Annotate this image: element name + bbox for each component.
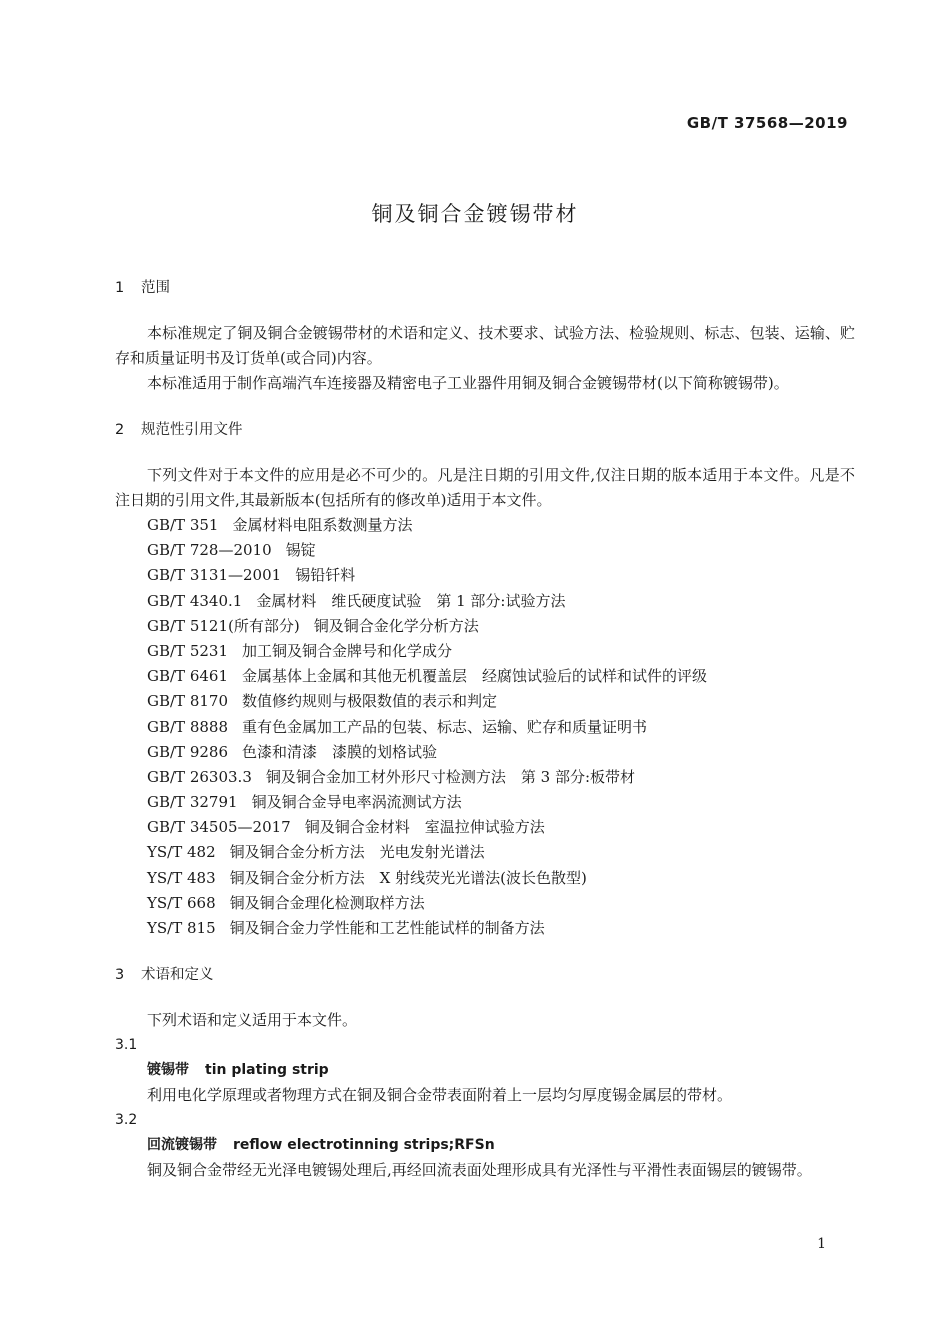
section-number: 1 bbox=[115, 280, 125, 296]
document-code: GB/T 37568—2019 bbox=[686, 114, 848, 132]
section-title: 术语和定义 bbox=[141, 967, 214, 984]
scope-paragraph-2: 本标准适用于制作高端汽车连接器及精密电子工业器件用铜及铜合金镀锡带材(以下简称镀锡带)。 bbox=[147, 374, 789, 392]
term-name-zh: 镀锡带 bbox=[147, 1062, 189, 1079]
ref-code: GB/T 26303.3 bbox=[147, 767, 252, 786]
list-item bbox=[115, 589, 855, 614]
section-heading-terms bbox=[115, 963, 855, 988]
section-title: 规范性引用文件 bbox=[141, 422, 243, 438]
ref-code: GB/T 3131—2001 bbox=[147, 566, 282, 585]
term-definition: 铜及铜合金带经无光泽电镀锡处理后,再经回流表面处理形成具有光泽性与平滑性表面锡层的镀锡带。 bbox=[147, 1161, 812, 1180]
ref-title: 重有色金属加工产品的包装、标志、运输、贮存和质量证明书 bbox=[242, 717, 648, 736]
section-title: 范围 bbox=[141, 280, 170, 296]
section-number: 3 bbox=[115, 967, 125, 984]
ref-title: 铜及铜合金导电率涡流测试方法 bbox=[251, 793, 462, 812]
ref-title: 加工铜及铜合金牌号和化学成分 bbox=[242, 641, 453, 660]
term-number: 3.2 bbox=[115, 1112, 138, 1129]
list-item bbox=[115, 715, 855, 740]
list-item bbox=[115, 614, 855, 639]
scope-paragraph-1: 本标准规定了铜及铜合金镀锡带材的术语和定义、技术要求、试验方法、检验规则、标志、包装、运输、贮存和质量证明书及订货单(或合同)内容。 bbox=[115, 324, 855, 367]
reference-list bbox=[115, 513, 855, 941]
list-item bbox=[115, 689, 855, 714]
list-item bbox=[115, 891, 855, 916]
ref-code: GB/T 8170 bbox=[147, 692, 229, 711]
ref-code: GB/T 728—2010 bbox=[147, 541, 272, 560]
ref-code: YS/T 815 bbox=[147, 919, 216, 937]
ref-title: 金属基体上金属和其他无机覆盖层 经腐蚀试验后的试样和试件的评级 bbox=[242, 667, 708, 686]
document-body bbox=[115, 276, 855, 1183]
ref-code: YS/T 668 bbox=[147, 893, 216, 912]
term-name-en: reflow electrotinning strips;RFSn bbox=[233, 1137, 495, 1154]
ref-title: 铜及铜合金化学分析方法 bbox=[313, 616, 479, 635]
ref-title: 铜及铜合金分析方法 X 射线荧光光谱法(波长色散型) bbox=[229, 868, 587, 887]
ref-code: GB/T 351 bbox=[147, 516, 219, 534]
section-number: 2 bbox=[115, 422, 125, 438]
list-item bbox=[115, 916, 855, 941]
ref-code: GB/T 8888 bbox=[147, 717, 229, 736]
term-name-en: tin plating strip bbox=[205, 1062, 329, 1079]
ref-title: 铜及铜合金分析方法 光电发射光谱法 bbox=[229, 843, 485, 862]
ref-code: GB/T 6461 bbox=[147, 667, 229, 686]
ref-code: YS/T 483 bbox=[147, 868, 216, 887]
ref-title: 铜及铜合金材料 室温拉伸试验方法 bbox=[304, 818, 545, 837]
list-item bbox=[115, 664, 855, 689]
ref-code: YS/T 482 bbox=[147, 843, 216, 862]
list-item bbox=[115, 790, 855, 815]
ref-title: 铜及铜合金理化检测取样方法 bbox=[229, 893, 425, 912]
list-item bbox=[115, 513, 855, 538]
list-item bbox=[115, 866, 855, 891]
ref-code: GB/T 9286 bbox=[147, 742, 229, 761]
ref-code: GB/T 5231 bbox=[147, 641, 229, 660]
section-heading-references bbox=[115, 418, 855, 443]
list-item bbox=[115, 840, 855, 865]
term-definition: 利用电化学原理或者物理方式在铜及铜合金带表面附着上一层均匀厚度锡金属层的带材。 bbox=[147, 1086, 733, 1105]
term-name-zh: 回流镀锡带 bbox=[147, 1137, 217, 1154]
list-item bbox=[115, 815, 855, 840]
term-name bbox=[115, 1133, 855, 1158]
term-number: 3.1 bbox=[115, 1037, 138, 1054]
ref-title: 锡铅钎料 bbox=[295, 566, 356, 585]
list-item bbox=[115, 563, 855, 588]
terms-intro: 下列术语和定义适用于本文件。 bbox=[147, 1011, 358, 1030]
section-heading-scope bbox=[115, 276, 855, 301]
ref-code: GB/T 5121(所有部分) bbox=[147, 616, 300, 635]
ref-title: 铜及铜合金加工材外形尺寸检测方法 第 3 部分:板带材 bbox=[265, 767, 636, 786]
term-name bbox=[115, 1058, 855, 1083]
ref-title: 数值修约规则与极限数值的表示和判定 bbox=[242, 692, 498, 711]
ref-code: GB/T 4340.1 bbox=[147, 591, 243, 610]
ref-code: GB/T 32791 bbox=[147, 793, 238, 812]
ref-title: 锡锭 bbox=[285, 541, 316, 560]
references-intro: 下列文件对于本文件的应用是必不可少的。凡是注日期的引用文件,仅注日期的版本适用于本文件。凡是不注日期的引用文件,其最新版本(包括所有的修改单)适用于本文件。 bbox=[115, 466, 855, 509]
ref-code: GB/T 34505—2017 bbox=[147, 818, 291, 837]
ref-title: 金属材料 维氏硬度试验 第 1 部分:试验方法 bbox=[256, 591, 566, 610]
list-item bbox=[115, 538, 855, 563]
ref-title: 色漆和清漆 漆膜的划格试验 bbox=[242, 742, 438, 761]
document-title: 铜及铜合金镀锡带材 bbox=[371, 202, 579, 226]
page-number: 1 bbox=[817, 1236, 826, 1252]
list-item bbox=[115, 639, 855, 664]
ref-title: 金属材料电阻系数测量方法 bbox=[232, 516, 413, 534]
list-item bbox=[115, 765, 855, 790]
ref-title: 铜及铜合金力学性能和工艺性能试样的制备方法 bbox=[229, 919, 545, 937]
list-item bbox=[115, 740, 855, 765]
